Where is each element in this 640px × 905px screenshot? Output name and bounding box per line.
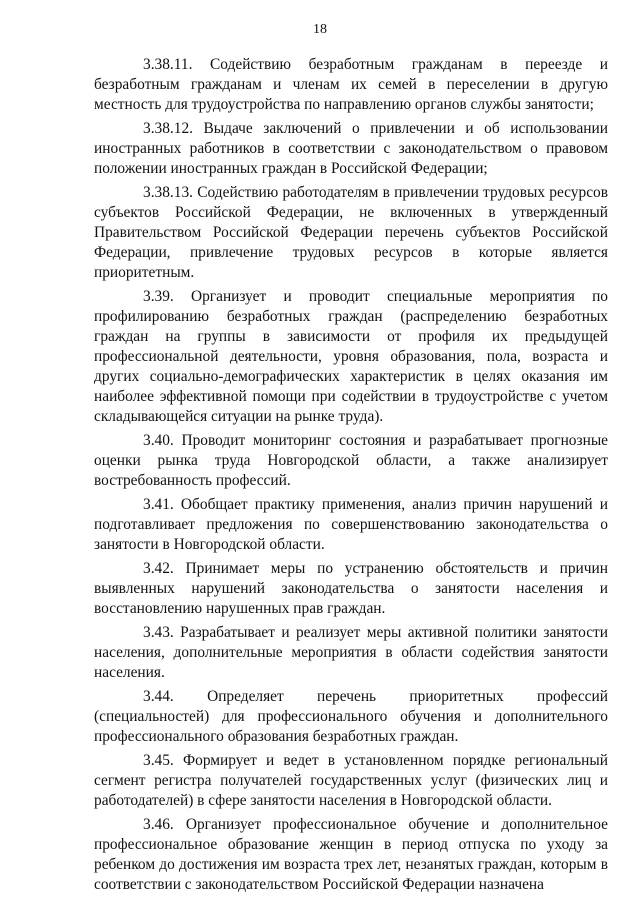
page-number: 18 bbox=[313, 22, 327, 37]
paragraph-3-38-12: 3.38.12. Выдаче заключений о привлечении и об использовании иностранных работников в соответствии с законодательством о правовом положении иностранных граждан в Российской Федерации; bbox=[94, 120, 608, 177]
paragraph-3-40: 3.40. Проводит мониторинг состояния и разрабатывает прогнозные оценки рынка труда Новгородской области, а также анализирует востребованность профессий. bbox=[94, 432, 608, 489]
paragraph-3-45: 3.45. Формирует и ведет в установленном порядке региональный сегмент регистра получателей государственных услуг (физических лиц и работодателей) в сфере занятости населения в Новгородской области. bbox=[94, 752, 608, 809]
document-body bbox=[94, 55, 608, 899]
paragraph-3-44: 3.44. Определяет перечень приоритетных профессий (специальностей) для профессионального обучения и дополнительного профессионального образования безработных граждан. bbox=[94, 688, 608, 745]
paragraph-3-39: 3.39. Организует и проводит специальные мероприятия по профилированию безработных граждан (распределению безработных граждан на группы в зависимости от профиля их предыдущей профессиональной деятельности, уровня образования, пола, возраста и других социально-демографических характеристик в целях оказания им наиболее эффективной помощи при содействии в трудоустройстве с учетом складывающейся ситуации на рынке труда). bbox=[94, 288, 608, 425]
paragraph-3-41: 3.41. Обобщает практику применения, анализ причин нарушений и подготавливает предложения по совершенствованию законодательства о занятости в Новгородской области. bbox=[94, 496, 608, 553]
paragraph-3-38-11: 3.38.11. Содействию безработным гражданам в переезде и безработным гражданам и членам их семей в переселении в другую местность для трудоустройства по направлению органов службы занятости; bbox=[94, 56, 608, 113]
paragraph-3-38-13: 3.38.13. Содействию работодателям в привлечении трудовых ресурсов субъектов Российской Федерации, не включенных в утвержденный Правительством Российской Федерации перечень субъектов Российской Федерации, привлечение трудовых ресурсов в которые является приоритетным. bbox=[94, 184, 608, 281]
paragraph-3-46: 3.46. Организует профессиональное обучение и дополнительное профессиональное образование женщин в период отпуска по уходу за ребенком до достижения им возраста трех лет, незанятых граждан, которым в соответствии с законодательством Российской Федерации назначена bbox=[94, 816, 608, 893]
paragraph-3-42: 3.42. Принимает меры по устранению обстоятельств и причин выявленных нарушений законодательства о занятости населения и восстановлению нарушенных прав граждан. bbox=[94, 560, 608, 617]
paragraph-3-43: 3.43. Разрабатывает и реализует меры активной политики занятости населения, дополнительные мероприятия в области содействия занятости населения. bbox=[94, 624, 608, 681]
